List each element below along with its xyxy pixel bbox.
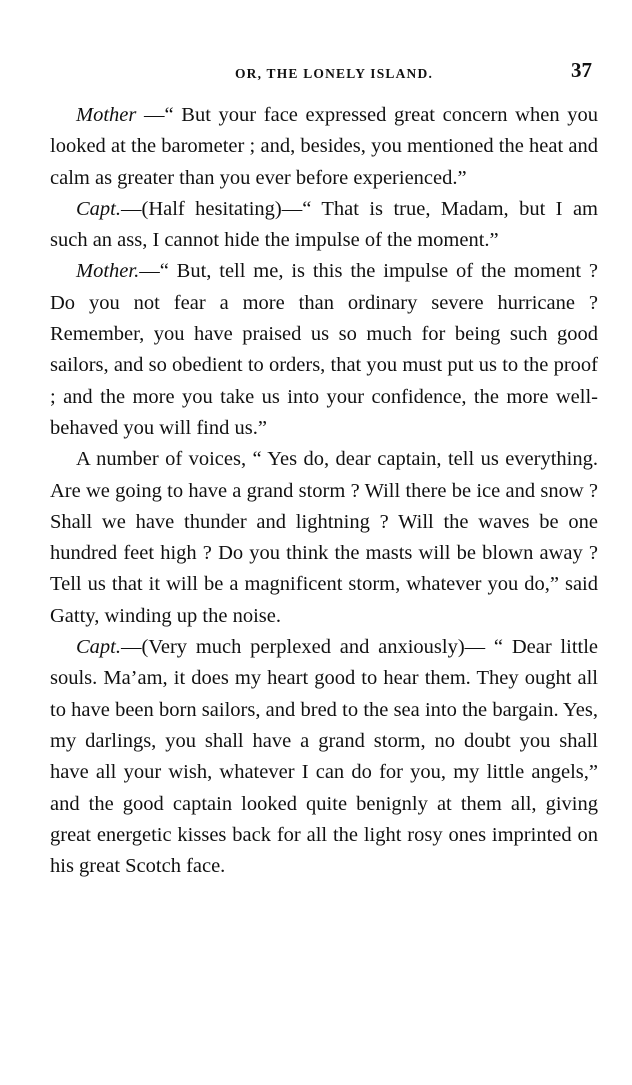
paragraph <box>50 100 598 194</box>
paragraph-text: —(Very much perplexed and anxiously)— “ Dear little souls. Ma’am, it does my heart good to hear them. They ought all to have been born sailors, and bred to the sea into the bargain. Yes, my darlings, you shall have a grand storm, no doubt you shall have all your wish, whatever I can do for you, my little angels,” and the good captain looked quite benignly at them all, giving great energetic kisses back for all the light rosy ones imprinted on his great Scotch face. <box>50 636 598 878</box>
running-title: OR, THE LONELY ISLAND. <box>234 66 434 81</box>
paragraph <box>50 444 598 632</box>
running-head <box>50 58 598 90</box>
paragraph <box>50 256 598 444</box>
body-text <box>50 100 598 882</box>
paragraph <box>50 632 598 882</box>
page-number: 37 <box>571 58 592 82</box>
speaker-name: Capt. <box>76 197 121 220</box>
paragraph <box>50 194 598 257</box>
paragraph-text: —“ But your face expressed great concern when you looked at the barometer ; and, besides, you mentioned the heat and calm as greater than you ever before experienced.” <box>50 104 598 189</box>
book-page <box>50 58 598 882</box>
speaker-name: Mother <box>76 104 137 126</box>
paragraph-text: —“ But, tell me, is this the impulse of the moment ? Do you not fear a more than ordinary severe hurricane ? Remember, you have praised us so much for being such good sailors, and so obedient to orders, that you must put us to the proof ; and the more you take us into your confidence, the more well-behaved you will find us.” <box>50 260 598 439</box>
paragraph-text: —(Half hesitating)—“ That is true, Madam, but I am such an ass, I cannot hide the impulse of the moment.” <box>50 197 598 252</box>
paragraph-text: A number of voices, “ Yes do, dear captain, tell us everything. Are we going to have a grand storm ? Will there be ice and snow ? Shall we have thunder and lightning ? Will the waves be one hundred feet high ? Do you think the masts will be blown away ? Tell us that it will be a magnificent storm, whatever you do,” said Gatty, winding up the noise. <box>50 448 598 627</box>
speaker-name: Mother. <box>76 260 140 283</box>
speaker-name: Capt. <box>76 636 121 659</box>
